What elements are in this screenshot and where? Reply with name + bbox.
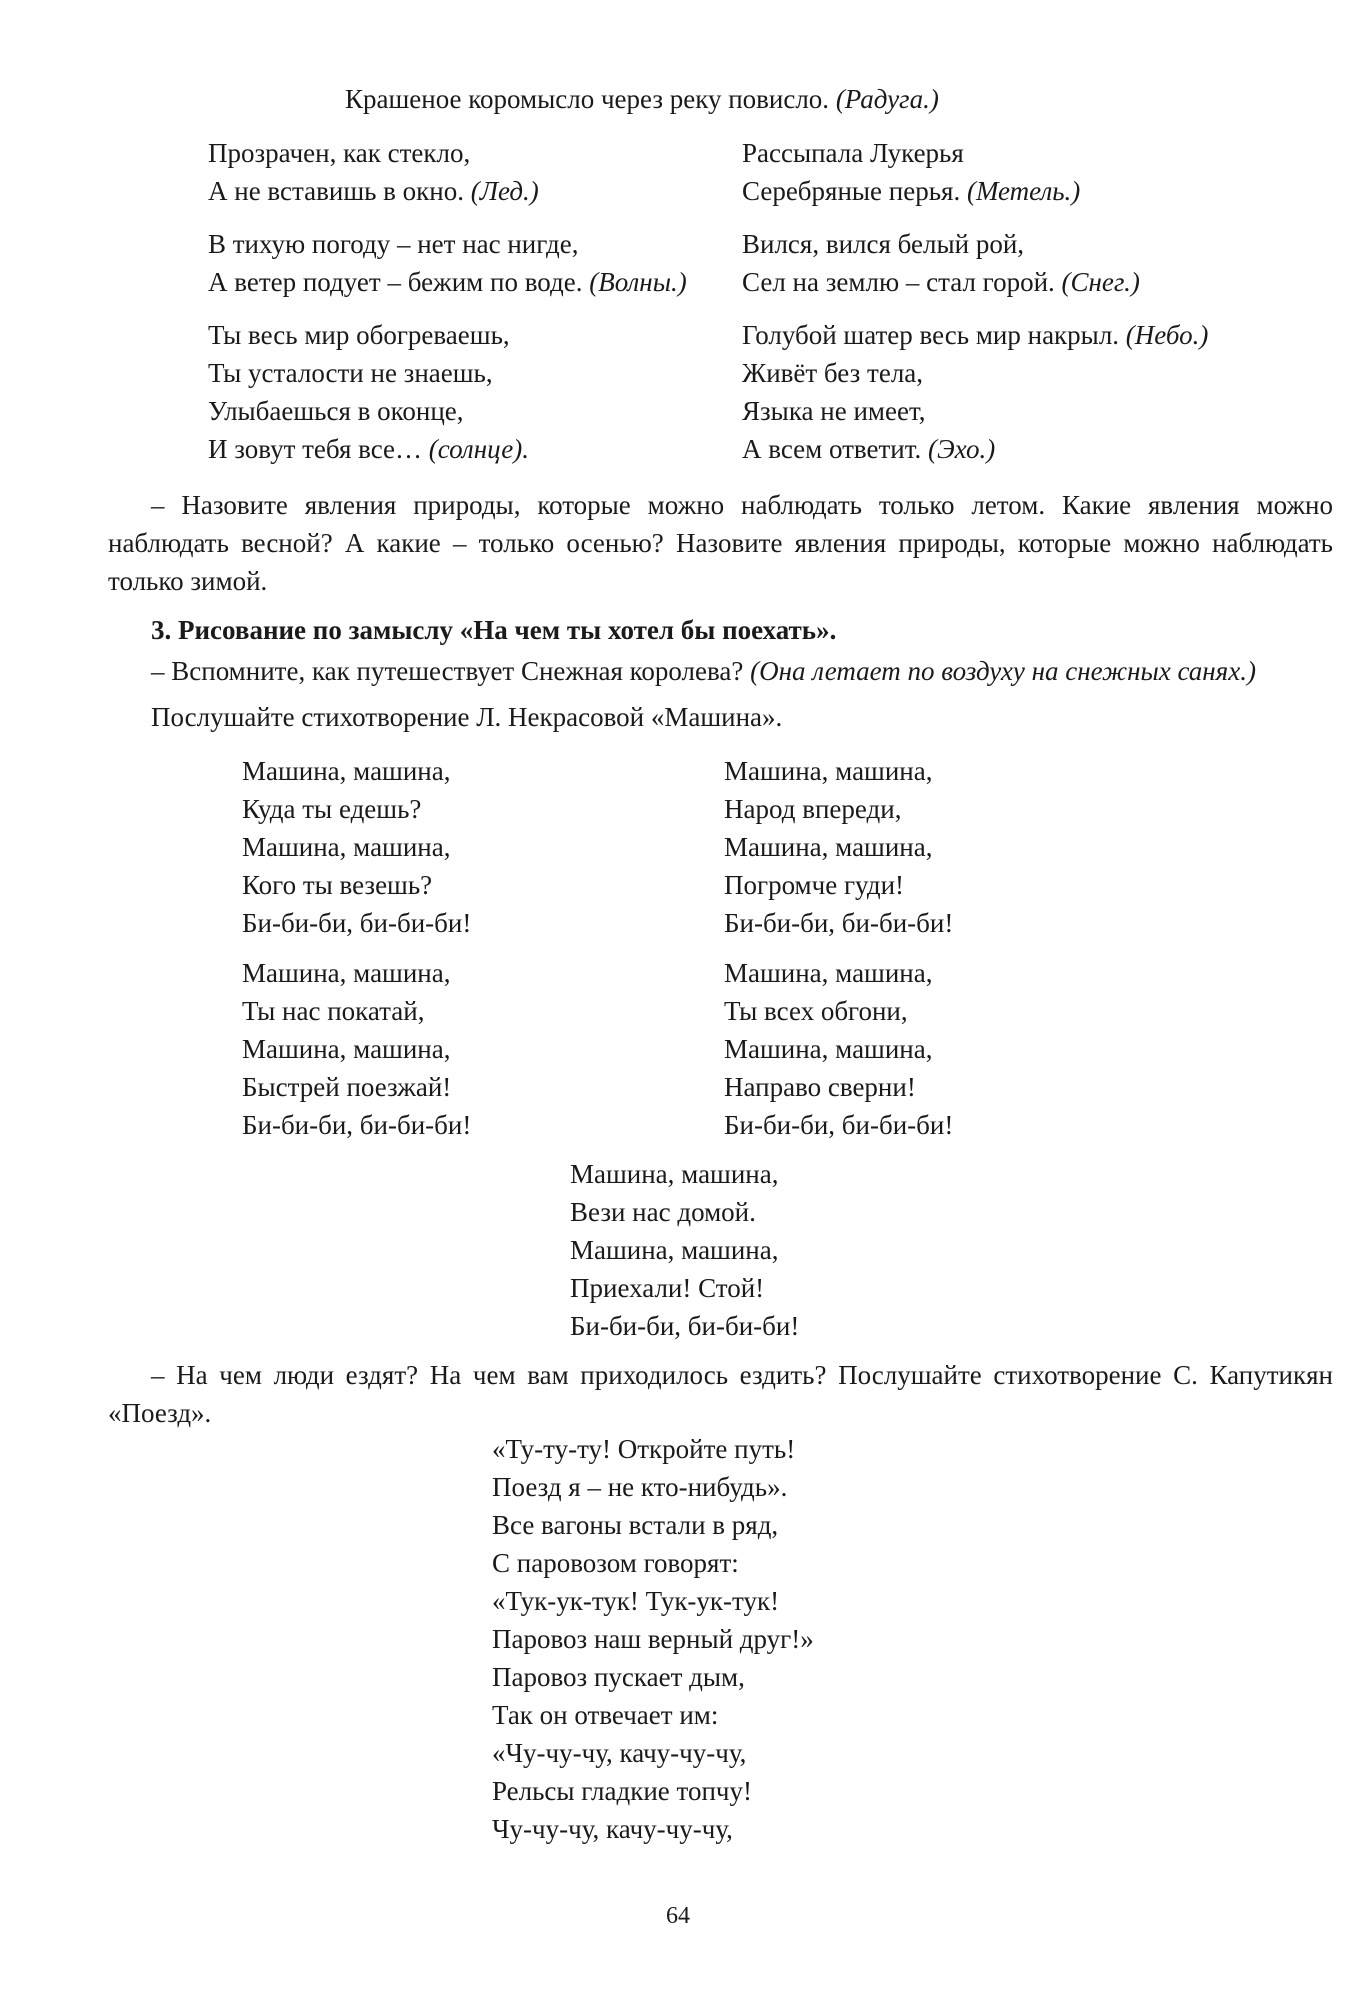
riddle-answer: (солнце). bbox=[428, 434, 529, 464]
question-travel: – На чем люди ездят? На чем вам приходилось ездить? Послушайте стихотворение С. Капутикян «Поезд». bbox=[108, 1360, 1333, 1428]
poem-mashina-left-stanza-2: Машина, машина, Ты нас покатай, Машина, машина, Быстрей поезжай! Би-би-би, би-би-би! bbox=[242, 958, 472, 1140]
riddle-answer: (Снег.) bbox=[1061, 267, 1140, 297]
question-seasons: – Назовите явления природы, которые можно наблюдать только летом. Какие явления можно наблюдать весной? А какие – только осенью? Назовите явления природы, которые можно наблюдать только зимой. bbox=[108, 490, 1333, 596]
riddle-sky-echo: Голубой шатер весь мир накрыл. (Небо.) Живёт без тела, Языка не имеет, А всем ответит. (Эхо.) bbox=[742, 320, 1209, 464]
riddle-answer: (Небо.) bbox=[1125, 320, 1209, 350]
riddle-answer: (Лед.) bbox=[470, 176, 539, 206]
intro-mashina: Послушайте стихотворение Л. Некрасовой «Машина». bbox=[151, 702, 783, 732]
riddle-blizzard: Рассыпала Лукерья Серебряные перья. (Метель.) bbox=[742, 138, 1081, 206]
page-number: 64 bbox=[666, 1903, 690, 1929]
poem-mashina-final-stanza: Машина, машина, Вези нас домой. Машина, машина, Приехали! Стой! Би-би-би, би-би-би! bbox=[570, 1159, 800, 1341]
riddle-sun: Ты весь мир обогреваешь, Ты усталости не знаешь, Улыбаешься в оконце, И зовут тебя все… (солнце). bbox=[208, 320, 529, 464]
riddle-answer: (Волны.) bbox=[589, 267, 687, 297]
riddle-answer: (Эхо.) bbox=[928, 434, 996, 464]
riddle-answer: (Метель.) bbox=[966, 176, 1081, 206]
poem-mashina-right-stanza-2: Машина, машина, Ты всех обгони, Машина, машина, Направо сверни! Би-би-би, би-би-би! bbox=[724, 958, 954, 1140]
poem-poezd: «Ту-ту-ту! Откройте путь! Поезд я – не кто-нибудь». Все вагоны встали в ряд, С паровозом говорят: «Тук-ук-тук! Тук-ук-тук! Паровоз наш верный друг!» Паровоз пускает дым, Так он отвечает им: «Чу-чу-чу, качу-чу-чу, Рельсы гладкие топчу! Чу-чу-чу, качу-чу-чу, bbox=[492, 1434, 814, 1844]
riddle-ice: Прозрачен, как стекло, А не вставишь в окно. (Лед.) bbox=[208, 138, 539, 206]
riddle-snow: Вился, вился белый рой, Сел на землю – стал горой. (Снег.) bbox=[742, 229, 1140, 297]
question-snow-queen: – Вспомните, как путешествует Снежная королева? (Она летает по воздуху на снежных санях.) bbox=[151, 656, 1256, 686]
riddle-rainbow: Крашеное коромысло через реку повисло. (Радуга.) bbox=[345, 84, 939, 114]
riddle-waves: В тихую погоду – нет нас нигде, А ветер подует – бежим по воде. (Волны.) bbox=[208, 229, 687, 297]
riddle-answer: (Радуга.) bbox=[835, 84, 939, 114]
question-answer: (Она летает по воздуху на снежных санях.) bbox=[750, 656, 1256, 686]
poem-mashina-right-stanza-1: Машина, машина, Народ впереди, Машина, машина, Погромче гуди! Би-би-би, би-би-би! bbox=[724, 756, 954, 938]
poem-mashina-left-stanza-1: Машина, машина, Куда ты едешь? Машина, машина, Кого ты везешь? Би-би-би, би-би-би! bbox=[242, 756, 472, 938]
section-heading: 3. Рисование по замыслу «На чем ты хотел бы поехать». bbox=[151, 615, 837, 645]
